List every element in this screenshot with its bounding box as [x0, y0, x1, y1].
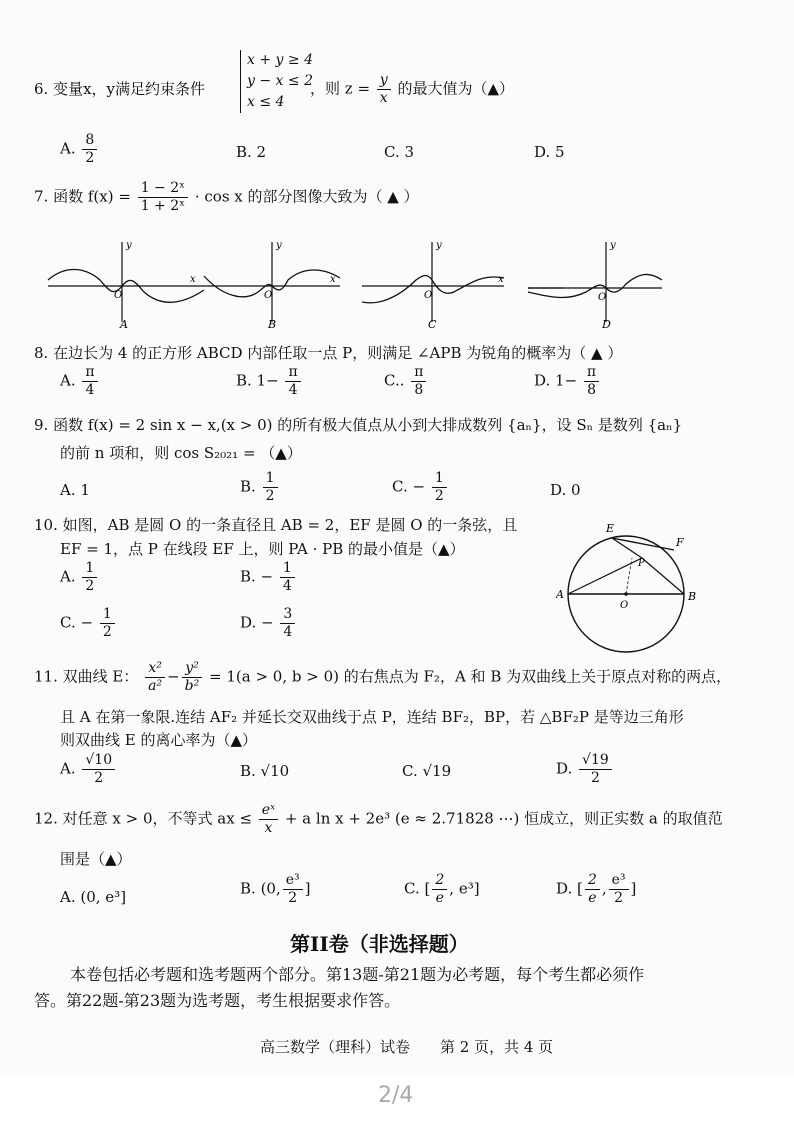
- q11-option-a: [60, 752, 117, 787]
- q8-option-d: [534, 364, 601, 399]
- q7-b-origin: O: [264, 290, 273, 301]
- q8-d-den: 8: [587, 382, 596, 398]
- q12-c-right: ]: [473, 879, 480, 898]
- q7-a-label: A: [120, 318, 128, 331]
- q12-b-den: 2: [288, 890, 298, 906]
- q12-stem-b: + a ln x + 2e³ (e ≈ 2.71828 ⋯) 恒成立，则正实数 a 的取值范: [284, 809, 723, 828]
- q8-option-a: [60, 364, 100, 399]
- q8-option-c: [384, 364, 428, 399]
- q12-option-d-frac-2: [609, 872, 629, 907]
- q7-d-label: D: [602, 318, 611, 331]
- page-footer: 高三数学（理科）试卷 第 2 页，共 4 页: [260, 1038, 554, 1056]
- q11-line-3: 则双曲线 E 的离心率为（▲）: [60, 731, 258, 749]
- q11-frac-x: [145, 660, 165, 695]
- q11-frac-y: [182, 660, 203, 695]
- q9-b-den: 2: [265, 488, 275, 504]
- q12-option-d: D. [ $\frac{2}{e}$ , $\frac{\text{e³}}{2}$ ]: [556, 872, 637, 906]
- q7-graph-d-full: [526, 236, 662, 336]
- q6-option-a: [60, 132, 99, 167]
- q6-frac-num: y: [377, 72, 391, 90]
- q10-line-2: EF = 1，点 P 在线段 EF 上，则 PA · PB 的最小值是（▲）: [60, 540, 465, 558]
- q11-stem-b: = 1(a > 0, b > 0) 的右焦点为 F₂，A 和 B 为双曲线上关于原点对称的两点，: [209, 667, 732, 686]
- q11-line-2: 且 A 在第一象限.连结 AF₂ 并延长交双曲线于点 P，连结 BF₂，BP，若 △BF₂P 是等边三角形: [60, 708, 684, 726]
- q12-c-num: 2: [432, 872, 447, 890]
- q7-a-origin: O: [114, 290, 123, 301]
- q7-fraction: [138, 180, 188, 215]
- segment-pb: [642, 558, 684, 594]
- q12-option-c: [404, 872, 480, 907]
- q11-stem-a: 11. 双曲线 E：: [34, 667, 139, 686]
- q12-c-mid: , e³: [449, 879, 474, 898]
- q6-option-a-frac: [82, 132, 97, 167]
- q12-d-num1: 2: [585, 872, 600, 890]
- q8-option-d-label: D. 1−: [534, 371, 578, 390]
- q10-c-den: 2: [102, 624, 112, 640]
- part2-para-1: 本卷包括必考题和选考题两个部分。第13题-第21题为必考题，每个考生都必须作: [70, 965, 645, 984]
- q12-c-left: [: [424, 879, 431, 898]
- q7-stem-b: · cos x 的部分图像大致为（ ▲ ）: [194, 187, 419, 206]
- q11-option-b: B. √10: [240, 762, 290, 780]
- q10-b-num: 1: [280, 560, 295, 578]
- q10-option-b-label: B. −: [240, 567, 274, 586]
- q7-stem: [34, 180, 419, 215]
- q11-a-num: √10: [82, 752, 115, 770]
- q11-a2: a²: [148, 678, 163, 694]
- q8-c-num: π: [411, 364, 426, 382]
- q10-a-num: 1: [82, 560, 97, 578]
- q9-option-c: [392, 470, 449, 505]
- q6-constraint-2: y − x ≤ 2: [247, 73, 313, 89]
- q11-option-c: C. √19: [402, 762, 452, 780]
- q6-option-c: C. 3: [384, 143, 415, 161]
- q6-option-d: D. 5: [534, 143, 565, 161]
- q7-c-label: C: [428, 318, 437, 331]
- q7-graph-a: [48, 240, 204, 331]
- q8-c-den: 8: [414, 382, 424, 398]
- q7-stem-a: 7. 函数 f(x) =: [34, 187, 131, 206]
- fig-label-f: F: [676, 536, 684, 549]
- q10-d-den: 4: [283, 624, 293, 640]
- q8-a-den: 4: [85, 382, 95, 398]
- q9-option-b: [240, 470, 280, 505]
- q6-stem-c: 的最大值为（▲）: [397, 79, 515, 98]
- q7-graph-b: [204, 240, 340, 331]
- q6-a-den: 2: [85, 150, 95, 166]
- fig-label-o: O: [620, 600, 629, 611]
- q6-stem-a: 6. 变量x，y满足约束条件: [34, 80, 206, 98]
- q8-d-num: π: [584, 364, 599, 382]
- q6-fraction: [377, 72, 391, 107]
- q6-option-b: B. 2: [236, 143, 267, 161]
- page-indicator: 2/4: [378, 1083, 414, 1108]
- q11-a-den: 2: [94, 770, 104, 786]
- q7-c-axis-y: y: [436, 240, 442, 251]
- q8-stem: 8. 在边长为 4 的正方形 ABCD 内部任取一点 P，则满足 ∠APB 为锐角的概率为（ ▲ ）: [34, 344, 623, 362]
- q12-line-2: 围是（▲）: [60, 850, 132, 868]
- q11-stem: 11. 双曲线 E： $\frac{\text{x²}}{\text{a²}}$ − $\frac{\text{y²}}{\text{b²}}$ = 1(a > 0, b > 0) 的右焦点为 F₂，A 和 B 为双曲线上关于原点对称的两点，: [34, 660, 732, 694]
- q8-option-b: [236, 364, 303, 399]
- q8-option-b-frac: [285, 364, 300, 399]
- q11-y2: y²: [182, 660, 202, 678]
- q11-d-den: 2: [590, 770, 600, 786]
- q11-option-d: [556, 752, 614, 787]
- q12-b-num: e³: [283, 872, 303, 890]
- q12-option-b-label: B.: [240, 879, 256, 898]
- q9-line-1: 9. 函数 f(x) = 2 sin x − x,(x > 0) 的所有极大值点从小到大排成数列 {aₙ}，设 Sₙ 是数列 {aₙ}: [34, 416, 683, 434]
- fig-label-p: P: [638, 558, 645, 569]
- q7-a-axis-x: x: [190, 274, 196, 285]
- q11-option-a-label: A.: [60, 759, 76, 778]
- q10-option-d: [240, 606, 297, 641]
- q7-a-axis-y: y: [126, 240, 132, 251]
- q10-d-num: 3: [280, 606, 295, 624]
- q10-b-den: 4: [282, 578, 292, 594]
- q6-constraint-1: x + y ≥ 4: [247, 52, 313, 68]
- q7-b-axis-x: x: [330, 274, 336, 285]
- q7-b-label: B: [268, 318, 277, 331]
- q10-line-1: 10. 如图，AB 是圆 O 的一条直径且 AB = 2，EF 是圆 O 的一条弦，且: [34, 516, 518, 534]
- q12-d-den1: e: [588, 890, 597, 906]
- q10-option-c-frac: [100, 606, 115, 641]
- q8-option-d-frac: [584, 364, 599, 399]
- q6-stem-b: ，则 z =: [310, 79, 371, 98]
- q9-option-b-frac: [263, 470, 278, 505]
- q9-option-c-frac: [432, 470, 447, 505]
- q7-c-origin: O: [424, 290, 433, 301]
- q12-frac-num: eˣ: [259, 802, 278, 820]
- q12-option-d-label: D.: [556, 879, 573, 898]
- q8-option-c-label: C..: [384, 371, 405, 390]
- q9-b-num: 1: [263, 470, 278, 488]
- q11-d-num: √19: [579, 752, 612, 770]
- q8-b-den: 4: [288, 382, 298, 398]
- q10-option-b: [240, 560, 297, 595]
- fig-label-e: E: [606, 522, 615, 535]
- q11-b2: b²: [184, 678, 200, 694]
- q12-b-right: ]: [304, 879, 311, 898]
- q6-frac-den: x: [379, 90, 388, 106]
- q12-option-b: [240, 872, 311, 907]
- q9-c-num: 1: [432, 470, 447, 488]
- q9-option-d: D. 0: [550, 481, 581, 499]
- q7-frac-num: 1 − 2ˣ: [138, 180, 188, 198]
- q6-objective: [310, 72, 514, 107]
- q10-option-d-frac: [280, 606, 295, 641]
- q7-frac-den: 1 + 2ˣ: [140, 198, 186, 214]
- q12-d-den2: 2: [614, 890, 624, 906]
- q10-option-d-label: D. −: [240, 613, 274, 632]
- q7-d-axis-y: y: [610, 240, 616, 251]
- q9-line-2: 的前 n 项和，则 cos S₂₀₂₁ = （▲）: [60, 444, 302, 462]
- q6-a-num: 8: [82, 132, 97, 150]
- q12-option-a: A. (0, e³]: [60, 888, 127, 906]
- q7-c-axis-x: x: [498, 274, 504, 285]
- q11-option-a-frac: [82, 752, 115, 787]
- q6-constraint-system: [240, 50, 313, 113]
- q12-d-right: ]: [630, 879, 637, 898]
- q12-frac-den: x: [264, 820, 273, 836]
- q8-option-a-label: A.: [60, 371, 76, 390]
- q12-d-left: [: [577, 879, 583, 898]
- q9-c-den: 2: [434, 488, 444, 504]
- q7-d-origin: O: [598, 292, 607, 303]
- q12-c-den: e: [435, 890, 444, 906]
- q12-option-b-frac: [283, 872, 303, 907]
- q10-option-c: [60, 606, 117, 641]
- q10-a-den: 2: [85, 578, 95, 594]
- part2-para-2: 答。第22题-第23题为选考题，考生根据要求作答。: [34, 991, 401, 1010]
- q10-option-a-label: A.: [60, 567, 76, 586]
- q7-b-axis-y: y: [276, 240, 282, 251]
- q11-option-d-frac: [579, 752, 612, 787]
- q11-option-d-label: D.: [556, 759, 573, 778]
- q10-circle-figure: [556, 514, 706, 654]
- q8-option-c-frac: [411, 364, 426, 399]
- q10-option-a: [60, 560, 99, 595]
- q12-fraction: [259, 802, 278, 837]
- q8-a-num: π: [82, 364, 97, 382]
- q10-c-num: 1: [100, 606, 115, 624]
- q8-b-num: π: [285, 364, 300, 382]
- q9-option-c-label: C. −: [392, 477, 426, 496]
- q12-b-left: (0,: [260, 879, 281, 898]
- q12-option-c-label: C.: [404, 879, 420, 898]
- q12-stem-a: 12. 对任意 x > 0，不等式 ax ≤: [34, 809, 253, 828]
- q10-option-b-frac: [280, 560, 295, 595]
- q12-option-c-frac: [432, 872, 447, 907]
- q10-option-a-frac: [82, 560, 97, 595]
- q9-option-b-label: B.: [240, 477, 256, 496]
- q10-option-c-label: C. −: [60, 613, 94, 632]
- fig-label-b: B: [688, 590, 697, 603]
- q12-option-d-frac-1: [585, 872, 600, 907]
- q11-x2: x²: [145, 660, 165, 678]
- q12-d-num2: e³: [609, 872, 629, 890]
- q7-graphs: [44, 236, 564, 336]
- q6-option-a-label: A.: [60, 139, 76, 158]
- q7-graph-c: [362, 240, 504, 331]
- fig-label-a: A: [556, 588, 564, 601]
- q8-option-b-label: B. 1−: [236, 371, 279, 390]
- q9-option-a: A. 1: [60, 481, 90, 499]
- q6-constraint-3: x ≤ 4: [247, 94, 285, 110]
- part2-title: 第II卷（非选择题）: [290, 932, 469, 956]
- q8-option-a-frac: [82, 364, 97, 399]
- q12-stem: [34, 802, 723, 837]
